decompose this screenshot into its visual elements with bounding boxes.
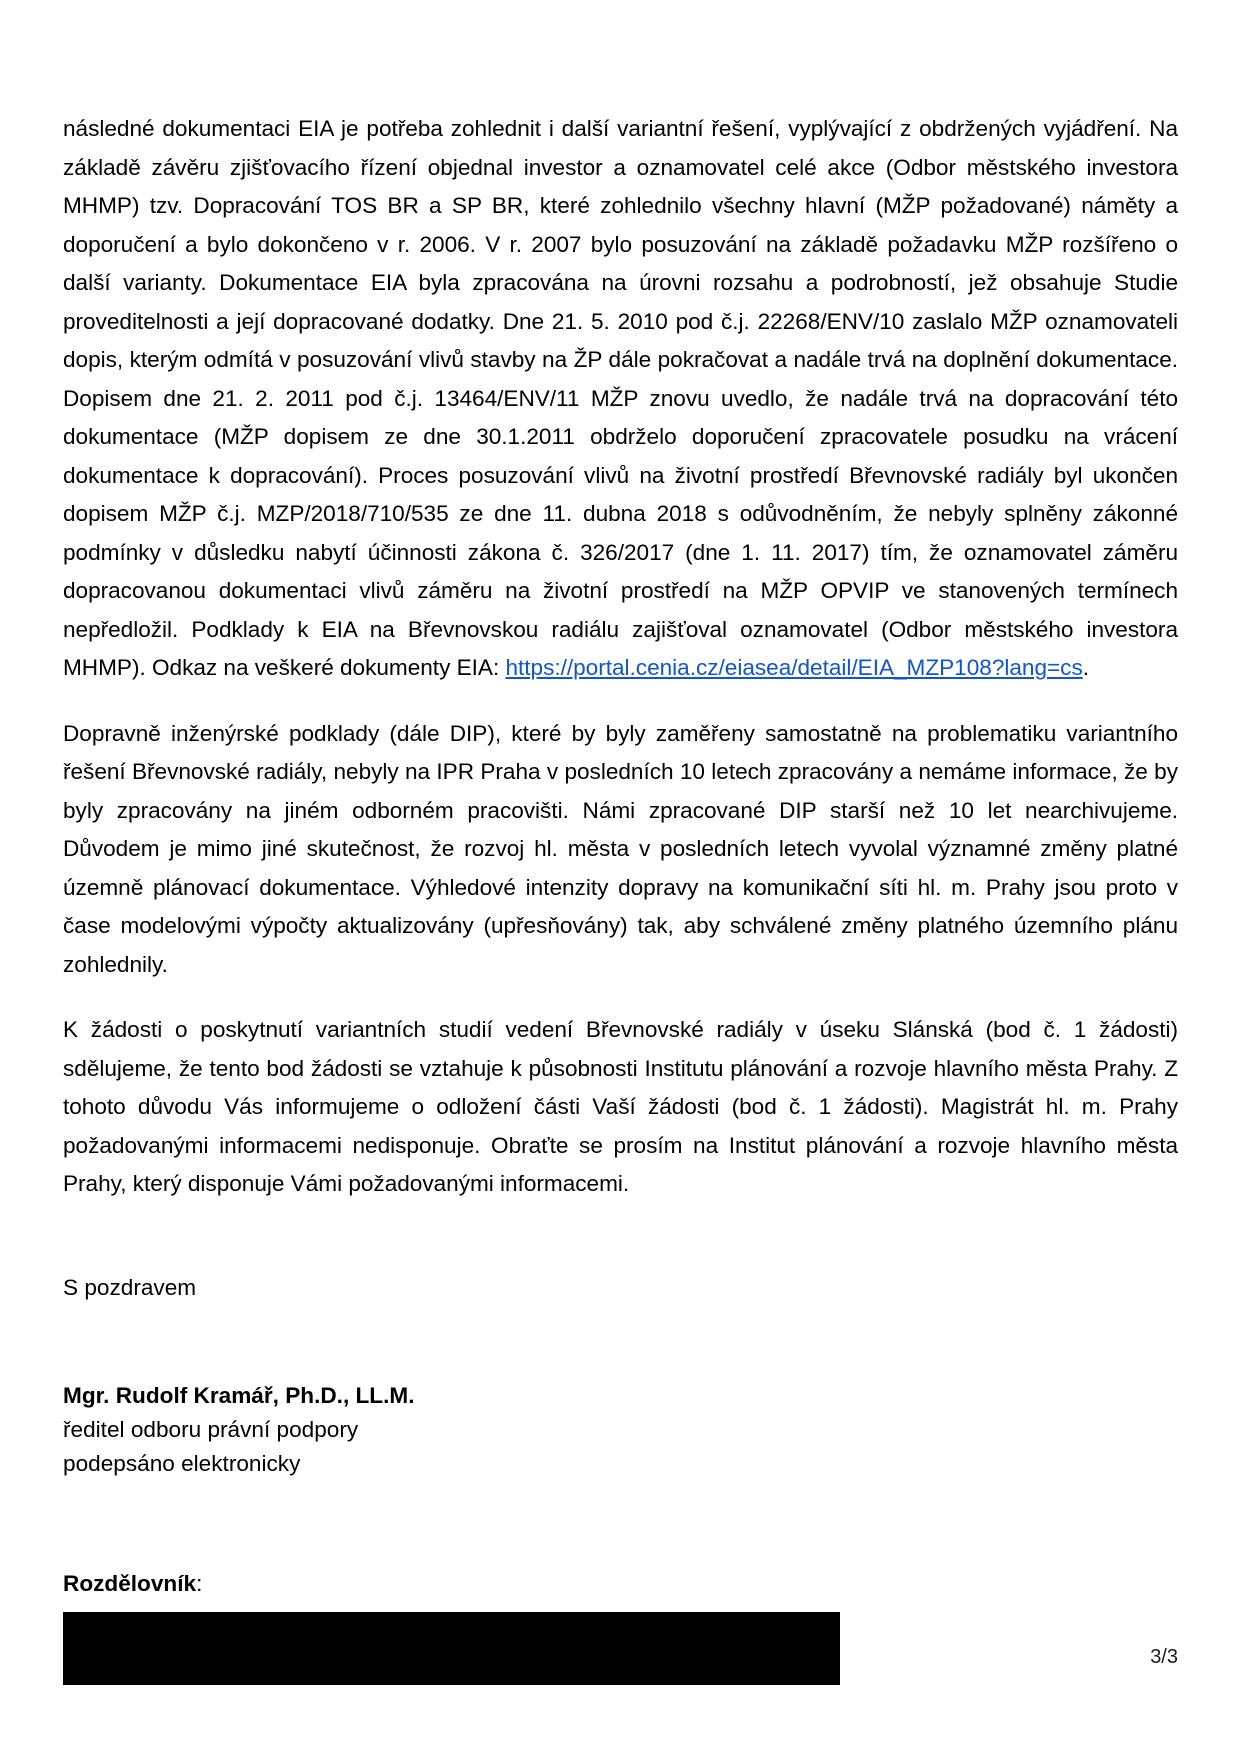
signature-title: ředitel odboru právní podpory xyxy=(63,1417,359,1442)
page-number: 3/3 xyxy=(1150,1646,1178,1668)
spacer-before-greeting xyxy=(63,1231,1178,1269)
spacer-before-redaction xyxy=(63,1601,1178,1612)
spacer-before-signature xyxy=(63,1307,1178,1379)
signature-name: Mgr. Rudolf Kramář, Ph.D., LL.M. xyxy=(63,1383,415,1408)
paragraph-eia-history xyxy=(63,110,1178,688)
paragraph-eia-history-terminator: . xyxy=(1082,655,1089,680)
signature-block xyxy=(63,1379,1178,1481)
document-body xyxy=(63,110,1178,1685)
redacted-distribution-list xyxy=(63,1612,840,1685)
closing-greeting: S pozdravem xyxy=(63,1274,197,1300)
eia-documents-link[interactable]: https://portal.cenia.cz/eiasea/detail/EIA_MZP108?lang=cs xyxy=(505,655,1083,680)
distribution-heading xyxy=(63,1567,1178,1601)
distribution-heading-label: Rozdělovník xyxy=(63,1571,197,1596)
paragraph-request-deferral: K žádosti o poskytnutí variantních studií vedení Břevnovské radiály v úseku Slánská (bod č. 1 žádosti) sdělujeme, že tento bod žádosti se vztahuje k působnosti Institutu plánování a rozvoje hlavního města Prahy. Z tohoto důvodu Vás informujeme o odložení části Vaší žádosti (bod č. 1 žádosti). Magistrát hl. m. Prahy požadovanými informacemi nedisponuje. Obraťte se prosím na Institut plánování a rozvoje hlavního města Prahy, který disponuje Vámi požadovanými informacemi. xyxy=(63,1017,1178,1196)
paragraph-dip: Dopravně inženýrské podklady (dále DIP), které by byly zaměřeny samostatně na problematiku variantního řešení Břevnovské radiály, nebyly na IPR Praha v posledních 10 letech zpracovány a nemáme informace, že by byly zpracovány na jiném odborném pracovišti. Námi zpracované DIP starší než 10 let nearchivujeme. Důvodem je mimo jiné skutečnost, že rozvoj hl. města v posledních letech vyvolal významné změny platné územně plánovací dokumentace. Výhledové intenzity dopravy na komunikační síti hl. m. Prahy jsou proto v čase modelovými výpočty aktualizovány (upřesňovány) tak, aby schválené změny platného územního plánu zohlednily. xyxy=(63,720,1178,977)
signature-note: podepsáno elektronicky xyxy=(63,1451,301,1476)
distribution-heading-colon: : xyxy=(196,1571,203,1596)
paragraph-eia-history-text: následné dokumentaci EIA je potřeba zohlednit i další variantní řešení, vyplývající z obdržených vyjádření. Na základě závěru zjišťovacího řízení objednal investor a oznamovatel celé akce (Odbor městského investora MHMP) tzv. Dopracování TOS BR a SP BR, které zohlednilo všechny hlavní (MŽP požadované) náměty a doporučení a bylo dokončeno v r. 2006. V r. 2007 bylo posuzování na základě požadavku MŽP rozšířeno o další varianty. Dokumentace EIA byla zpracována na úrovni rozsahu a podrobností, jež obsahuje Studie proveditelnosti a její dopracované dodatky. Dne 21. 5. 2010 pod č.j. 22268/ENV/10 zaslalo MŽP oznamovateli dopis, kterým odmítá v posuzování vlivů stavby na ŽP dále pokračovat a nadále trvá na doplnění dokumentace. Dopisem dne 21. 2. 2011 pod č.j. 13464/ENV/11 MŽP znovu uvedlo, že nadále trvá na dopracování této dokumentace (MŽP dopisem ze dne 30.1.2011 obdrželo doporučení zpracovatele posudku na vrácení dokumentace k dopracování). Proces posuzování vlivů na životní prostředí Břevnovské radiály byl ukončen dopisem MŽP č.j. MZP/2018/710/535 ze dne 11. dubna 2018 s odůvodněním, že nebyly splněny zákonné podmínky v důsledku nabytí účinnosti zákona č. 326/2017 (dne 1. 11. 2017) tím, že oznamovatel záměru dopracovanou dokumentaci vlivů záměru na životní prostředí na MŽP OPVIP ve stanovených termínech nepředložil. Podklady k EIA na Břevnovskou radiálu zajišťoval oznamovatel (Odbor městského investora MHMP). Odkaz na veškeré dokumenty EIA: xyxy=(63,116,1178,680)
spacer-before-distribution xyxy=(63,1481,1178,1567)
